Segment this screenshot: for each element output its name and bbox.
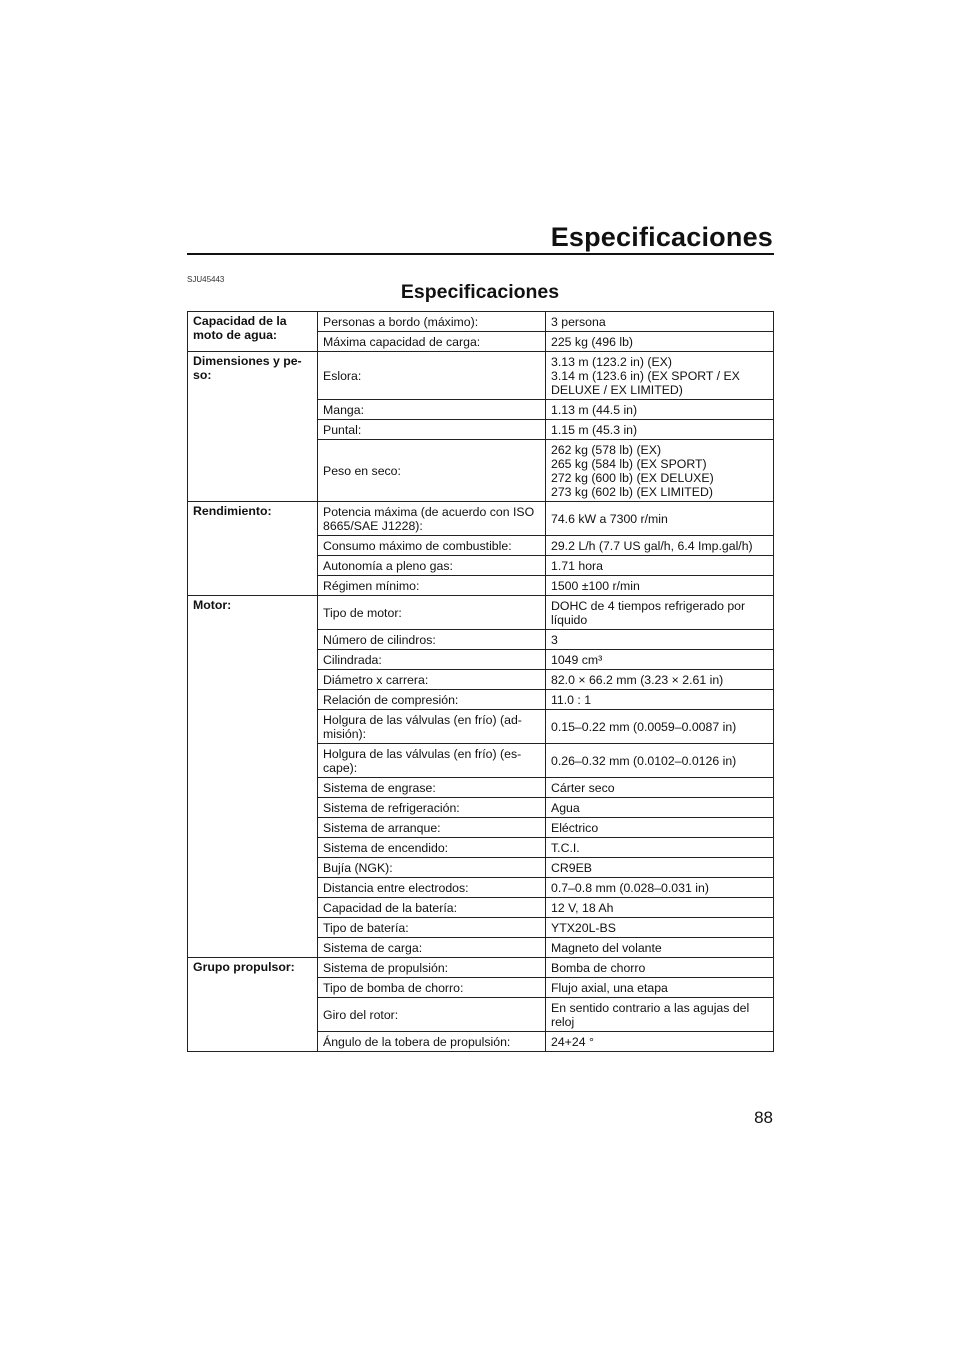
spec-item-value: DOHC de 4 tiempos refrigerado por líquido — [546, 596, 774, 630]
spec-item-label: Bujía (NGK): — [318, 858, 546, 878]
spec-item-value: Cárter seco — [546, 778, 774, 798]
spec-row-sistema-de-propulsion — [188, 958, 774, 978]
spec-item-value: 225 kg (496 lb) — [546, 332, 774, 352]
spec-item-label: Eslora: — [318, 352, 546, 400]
spec-item-label: Consumo máximo de combustible: — [318, 536, 546, 556]
spec-item-value: Magneto del volante — [546, 938, 774, 958]
spec-item-value: 3.13 m (123.2 in) (EX) 3.14 m (123.6 in) (EX SPORT / EX DELUXE / EX LIMITED) — [546, 352, 774, 400]
spec-item-label: Sistema de encendido: — [318, 838, 546, 858]
header-rule — [187, 253, 774, 255]
spec-item-value: 1.13 m (44.5 in) — [546, 400, 774, 420]
spec-row-tipo-de-motor — [188, 596, 774, 630]
spec-item-value: 0.7–0.8 mm (0.028–0.031 in) — [546, 878, 774, 898]
spec-item-label: Capacidad de la batería: — [318, 898, 546, 918]
spec-item-label: Régimen mínimo: — [318, 576, 546, 596]
spec-item-label: Distancia entre electrodos: — [318, 878, 546, 898]
spec-item-label: Sistema de refrigeración: — [318, 798, 546, 818]
spec-item-value: 24+24 ° — [546, 1032, 774, 1052]
spec-item-label: Cilindrada: — [318, 650, 546, 670]
spec-item-value: 3 — [546, 630, 774, 650]
section-code: SJU45443 — [187, 275, 225, 284]
spec-item-label: Relación de compresión: — [318, 690, 546, 710]
spec-item-value: 1.15 m (45.3 in) — [546, 420, 774, 440]
spec-item-value: 3 persona — [546, 312, 774, 332]
page-header-title: Especificaciones — [550, 222, 773, 252]
spec-item-label: Sistema de arranque: — [318, 818, 546, 838]
spec-item-value: Bomba de chorro — [546, 958, 774, 978]
spec-item-value: Eléctrico — [546, 818, 774, 838]
spec-category-label: Capacidad de la moto de agua: — [188, 312, 318, 352]
spec-row-eslora — [188, 352, 774, 400]
spec-item-value: Flujo axial, una etapa — [546, 978, 774, 998]
specifications-table-body — [188, 312, 774, 1052]
spec-item-value: 0.26–0.32 mm (0.0102–0.0126 in) — [546, 744, 774, 778]
spec-item-label: Tipo de bomba de chorro: — [318, 978, 546, 998]
spec-item-label: Tipo de batería: — [318, 918, 546, 938]
spec-row-personas-a-bordo-maximo — [188, 312, 774, 332]
spec-item-value: 1500 ±100 r/min — [546, 576, 774, 596]
spec-item-label: Tipo de motor: — [318, 596, 546, 630]
spec-category-label: Dimensiones y pe- so: — [188, 352, 318, 502]
spec-item-label: Holgura de las válvulas (en frío) (es- cape): — [318, 744, 546, 778]
spec-item-label: Giro del rotor: — [318, 998, 546, 1032]
spec-row-potencia-maxima-de-acuerdo-con-iso-8665-sae-j1228 — [188, 502, 774, 536]
spec-item-value: 262 kg (578 lb) (EX) 265 kg (584 lb) (EX SPORT) 272 kg (600 lb) (EX DELUXE) 273 kg (602 lb) (EX LIMITED) — [546, 440, 774, 502]
spec-item-label: Máxima capacidad de carga: — [318, 332, 546, 352]
spec-item-value: 1049 cm³ — [546, 650, 774, 670]
spec-item-value: T.C.I. — [546, 838, 774, 858]
spec-item-value: 0.15–0.22 mm (0.0059–0.0087 in) — [546, 710, 774, 744]
spec-item-value: 12 V, 18 Ah — [546, 898, 774, 918]
spec-item-label: Manga: — [318, 400, 546, 420]
spec-item-label: Diámetro x carrera: — [318, 670, 546, 690]
spec-item-label: Puntal: — [318, 420, 546, 440]
spec-item-value: 11.0 : 1 — [546, 690, 774, 710]
spec-item-value: 1.71 hora — [546, 556, 774, 576]
spec-item-value: CR9EB — [546, 858, 774, 878]
spec-item-value: 82.0 × 66.2 mm (3.23 × 2.61 in) — [546, 670, 774, 690]
spec-category-label: Grupo propulsor: — [188, 958, 318, 1052]
spec-item-label: Personas a bordo (máximo): — [318, 312, 546, 332]
spec-item-label: Número de cilindros: — [318, 630, 546, 650]
spec-item-value: Agua — [546, 798, 774, 818]
spec-category-label: Rendimiento: — [188, 502, 318, 596]
spec-item-value: En sentido contrario a las agujas del reloj — [546, 998, 774, 1032]
spec-item-label: Holgura de las válvulas (en frío) (ad- misión): — [318, 710, 546, 744]
spec-item-label: Potencia máxima (de acuerdo con ISO 8665/SAE J1228): — [318, 502, 546, 536]
spec-item-label: Ángulo de la tobera de propulsión: — [318, 1032, 546, 1052]
spec-item-label: Autonomía a pleno gas: — [318, 556, 546, 576]
specifications-table — [187, 311, 774, 1052]
page-number: 88 — [754, 1108, 773, 1127]
spec-category-label: Motor: — [188, 596, 318, 958]
spec-item-value: 74.6 kW a 7300 r/min — [546, 502, 774, 536]
spec-item-value: 29.2 L/h (7.7 US gal/h, 6.4 Imp.gal/h) — [546, 536, 774, 556]
section-title: Especificaciones — [400, 281, 560, 303]
spec-item-label: Sistema de carga: — [318, 938, 546, 958]
spec-item-label: Sistema de engrase: — [318, 778, 546, 798]
spec-item-label: Sistema de propulsión: — [318, 958, 546, 978]
spec-item-value: YTX20L-BS — [546, 918, 774, 938]
spec-item-label: Peso en seco: — [318, 440, 546, 502]
